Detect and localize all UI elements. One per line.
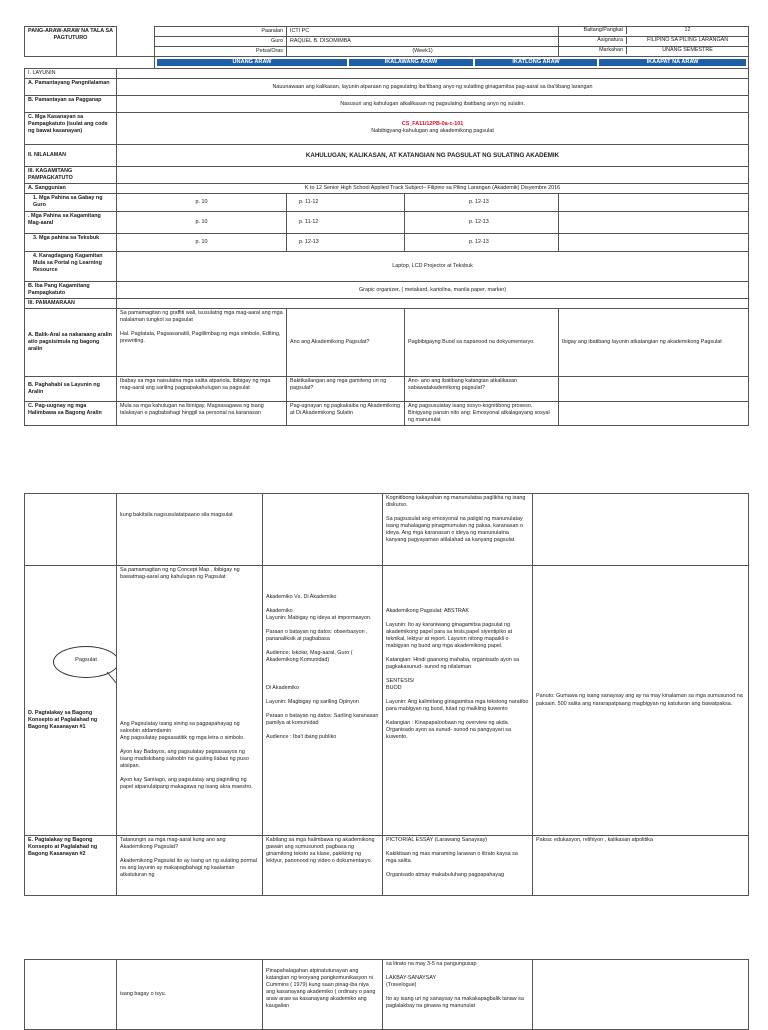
pag-uugnay-day-2: Pag-ugnayan ng pagkakaiba ng Akademikong at Di Akademikong Sulatin xyxy=(287,402,405,426)
p3-day-3: sa litrato na may 3-5 na pangungusap LAKBAY-SANAYSAY (Travelogue) Ito ay isang uri ng sanaysay na makakapagbalik tanaw sa paglalakbay na ginawa ng manunulat xyxy=(383,960,533,1030)
pamamaraan-label: III. PAMAMARAAN xyxy=(25,299,117,309)
cont-day-2 xyxy=(263,494,383,566)
sanggunian: K to 12 Senior High School Applied Track Subject– Filipino sa Piling Larangan (Akademik) Disyembre 2016 xyxy=(117,184,749,194)
pagtalakay1-day-4: Panuto: Gumawa ng isang sanaysay ang ay na may kinalaman sa mga sumusunod na paksain. 500 salita ang nararapatpaang magbigyan ng katuturan ang bawatpaksa. xyxy=(533,566,749,836)
pamantayang-pangnilalaman: Nauunawaan ang kalikasan, layunin atparaan ng pagsulatng iba'tibang anyo ng sulatting ginagamitsa pag-aaral sa iba'tibang larangan xyxy=(117,79,749,96)
pagtalakay1-label: D. Pagtalakay sa Bagong Konsepto at Paglalahad ng Bagong Kasanayan #1 xyxy=(28,709,98,730)
paghahabi-label: B. Paghahabi sa Layunin ng Aralin xyxy=(25,377,117,402)
iba-label: B. Iba Pang Kagamitang Pampagkatuto xyxy=(25,282,117,299)
pagtalakay2-day-2: Kabilang sa mga halimbawa ng akademikong gawain ang sumusunod: pagbasa ng ginamitong teksto sa klase, pakikinig ng lektyur, panonood ng video o dokumentaryo. xyxy=(263,836,383,896)
lesson-plan-table-page-3 xyxy=(24,959,749,1030)
doc-title: PANG-ARAW-ARAW NA TALA SA PAGTUTURO xyxy=(25,27,117,57)
p3-day-1: isang bagay o isyu. xyxy=(117,960,263,1030)
kagamitang-label: III. KAGAMITANG PAMPAGKATUTO xyxy=(25,167,117,184)
paghahabi-day-2: Bakitkailangan ang mga gamiteng uri ng pagsulat? xyxy=(287,377,405,402)
day-3-header: IKATLONG ARAW xyxy=(475,59,597,66)
balik-aral-label: A. Balik-Aral sa nakaraang aralin at/o pagsisimula ng bagong aralin xyxy=(25,309,117,377)
pag-uugnay-day-1: Mula sa mga kahulugan na ibinigay, Magsasagawa ng isang talakayan e pagbabahagi hinggil sa personal na karanasan xyxy=(117,402,287,426)
kagamitang-mag-aaral-day-3: p. 12-13 xyxy=(405,212,559,234)
paaralan-value: ICTI PC xyxy=(287,27,559,37)
teksbuk-day-3: p. 12-13 xyxy=(405,234,559,252)
iba: Grapic organizer, ( metakard, kartolina, manila paper, marker) xyxy=(117,282,749,299)
markahan-value: UNANG SEMESTRE xyxy=(662,47,713,54)
p3-day-4 xyxy=(533,960,749,1030)
balik-aral-day-1: Sa pamamagitan ng graffiti wall, isusulatng mga mag-aaral ang mga nalalaman tungkol sa pagsulat Hal. Pagtatala, Pagsasanatili, Paglilimbag ng mga simbole, Editing, prewriting. xyxy=(117,309,287,377)
kagamitang-mag-aaral-day-2: p. 11-12 xyxy=(287,212,405,234)
portal-label: 4. Karagdagang Kagamitan Mula sa Portal ng Learning Resource xyxy=(25,252,117,282)
balik-aral-day-2: Ano ang Akademikong Pagsulat? xyxy=(287,309,405,377)
pag-uugnay-day-4 xyxy=(559,402,749,426)
balik-aral-day-4: Ibigay ang ibatibang layunin atkatangian ng akademikong Pagsulat xyxy=(559,309,749,377)
day-4-header: IKAAPAT NA ARAW xyxy=(599,59,746,66)
p3-day-2: Pinapahalagahan atpinatutunayan ang katangian ng teoryang pangkomunikasyon ni Cummins ( 1979) kung saan pinag-iba niya ang kasanayang akademiko ( ordinary o pang araw araw sa kasanayang akademiko ang kaugalian xyxy=(263,960,383,1030)
layunin-label: I. LAYUNIN xyxy=(25,69,117,79)
petsa-label: Petsa/Oras xyxy=(155,47,287,57)
pagtalakay2-label: E. Pagtalakay ng Bagong Konsepto at Paglalahad ng Bagong Kasanayan #2 xyxy=(25,836,117,896)
page-2 xyxy=(0,490,768,890)
teksbuk-day-4 xyxy=(559,234,749,252)
lesson-plan-table-page-2 xyxy=(24,493,749,896)
cont-day-4 xyxy=(533,494,749,566)
paghahabi-day-3: Ano- ano ang ibatibang katangian atkalikasan sabawatakademikong pagsulat? xyxy=(405,377,559,402)
cont-day-3: Kognitibong kakayahan ng manunulatsa paglikha ng isang diskurso. Sa pagsusulat ang emosyonal na paligid ng manunulatay isang mahalagang pinagmumulan ng paksa, karanasan o ideya. Ang mga karanasan o ideya ng manunulatna kanyang pagyayaman atilalahad sa kanyang pagsulat xyxy=(383,494,533,566)
markahan-label: Markahan xyxy=(559,47,627,54)
pagtalakay2-day-3: PICTORIAL ESSAY (Larawang Sanaysay) Kakikitaan ng mas maraming larawan o litrato kaysa sa mga salita. Organisado atmay makabuluhang pagpapahayag xyxy=(383,836,533,896)
pamantayan-pagganap: Nasusuri ang kahulugan atkalikasan ng pagsulatng ibatibang anyo ng sulatin. xyxy=(117,96,749,113)
baitang-label: Baitang/Pangkat xyxy=(559,27,627,34)
pagtalakay1-day-1: Sa pamamagitan ng ng Concept Map , ibibigay ng bawatmag-aaral ang kahulugan ng Pagsulat Ang Pagsulatay isang sining sa pagpapahayag ng saloobin atdamdamin Ang pagsulatay pagsasatitik ng mga letra o simbolo. Ayon kay Badayos, ang pagsulatay pagsasaayos ng isang madiskibang saloobin na gusting ilabas ng puso atisipan. Ayon kay Santiago, ang pagsulatay ang paginiling ng papel atpanulatpang makagawa ng isang akra maestro. xyxy=(117,566,263,836)
pamantayang-pangnilalaman-label: A. Pamantayang Pangnilalaman xyxy=(25,79,117,96)
pagtalakay1-day-2: Akademiko Vs. Di Akademiko Akademiko Layunin: Mabigay ng ideya at impormasyon. Paraan o batayan ng datos: obserbasyon , pananaliksik at pagbabasa Audience: Iskolar, Mag-aaral, Guro ( Akademikong Komunidad) Di Akademiko Layunin: Magbigay ng sariling Opinyon Paraan o batayan ng datos: Sariling karanasan pamilya at komunidad Audience : Iba't ibang publiko xyxy=(263,566,383,836)
asignatura-value: FILIPINO SA PILING LARANGAN xyxy=(646,37,729,44)
guro-label: Guro xyxy=(155,37,287,47)
gabay-day-3: p. 12-13 xyxy=(405,194,559,212)
paghahabi-day-4 xyxy=(559,377,749,402)
gabay-day-1: p. 10 xyxy=(117,194,287,212)
paghahabi-day-1: Ibabay sa mga naisulatna mga salita atpariola, ibibigay ng mga mag-aaral ang sariling pagpapakahulugan sa pagsulat xyxy=(117,377,287,402)
lesson-plan-table-page-1 xyxy=(24,26,749,426)
cont-day-1: kung bakitsila nagsusulatatpaano sila magsulat xyxy=(117,494,263,566)
page-3 xyxy=(0,956,768,1024)
kasanayan-label: C. Mga Kasanayan sa Pampagkatuto (isulat ang code ng bawat kasanayan) xyxy=(25,113,117,145)
teksbuk-day-2: p. 12-13 xyxy=(287,234,405,252)
pamantayan-pagganap-label: B. Pamantayan sa Pagganap xyxy=(25,96,117,113)
kagamitang-mag-aaral-label: . Mga Pahina sa Kagamitang Mag-aaral xyxy=(25,212,117,234)
baitang-value: 12 xyxy=(684,27,691,33)
portal: Laptop, LCD Projector at Teksbuk xyxy=(117,252,749,282)
paaralan-label: Paaralan xyxy=(155,27,287,37)
day-2-header: IKALAWANG ARAW xyxy=(349,59,473,66)
cont-label xyxy=(25,494,117,566)
nilalaman: KAHULUGAN, KALIKASAN, AT KATANGIAN NG PAGSULAT NG SULATING AKADEMIK xyxy=(117,145,749,167)
day-1-header: UNANG ARAW xyxy=(157,59,347,66)
gabay-day-2: p. 11-12 xyxy=(287,194,405,212)
pagtalakay2-day-4: Paksa: edukasyon, relihiyon , kalikasan atpolitika xyxy=(533,836,749,896)
gabay-label: 1. Mga Pahina sa Gabay ng Guro xyxy=(25,194,117,212)
gabay-day-4 xyxy=(559,194,749,212)
kagamitang-mag-aaral-day-4 xyxy=(559,212,749,234)
pagtalakay1-day-3: Akademikong Pagsulat: ABSTRAK Layunin: Ito ay karaniwang ginagamitsa pagsulat ng akademikong papel para sa tesis,papel siyentipiko at teknikal, lektyur at report. Layunin nitong mapaikli o mabigyan ng buod ang mga akademikong papel. Katangian: Hindi gaanong mahaba, organisado ayon sa pagkakasunud- sunod ng nilalaman SENTESIS/ BUOD Layunin: Ang kalimitang ginagamitsa mga tekstong naratibo para mabigyan ng buod, tulad ng maikling kuwento Katangian : Kinapapaloobaan ng overview ng akda. Organisado ayon sa sunud- sunod na pangyayari sa kuwento. xyxy=(383,566,533,836)
nilalaman-label: II. NILALAMAN xyxy=(25,145,117,167)
kasanayan-text: Nabibigyang-kahulugan ang akademikong pagsulat xyxy=(371,128,494,135)
bubble-label: Pagsulat xyxy=(75,657,97,663)
p3-label xyxy=(25,960,117,1030)
arrow-icon xyxy=(105,670,117,702)
sanggunian-label: A. Sanggunian xyxy=(25,184,117,194)
pag-uugnay-day-3: Ang pagsusulatay isang sosyo-kognitibong proseso. Binigyang pansin nito ang: Emosyonal atkalagayang sosyal ng manunulat xyxy=(405,402,559,426)
teksbuk-label: 3. Mga pahina sa Teksbuk xyxy=(25,234,117,252)
kagamitang-mag-aaral-day-1: p. 10 xyxy=(117,212,287,234)
pag-uugnay-label: C. Pag-uugnay ng mga Halimbawa sa Bagong Aralin xyxy=(25,402,117,426)
asignatura-label: Asignatura xyxy=(559,37,627,44)
kasanayan-code: CS_FA11/12PB-0a-c-101 xyxy=(401,121,464,128)
balik-aral-day-3: Pagbibigayng Buod sa napanood na dokyumentaryo. xyxy=(405,309,559,377)
teksbuk-day-1: p. 10 xyxy=(117,234,287,252)
page-1 xyxy=(0,0,768,440)
petsa-value: (Week1) xyxy=(287,47,559,57)
pagtalakay2-day-1: Tatanungin sa mga mag-aaral kung ano ang Akademikong Pagsulat? Akademikong Pagsulat ito ay isang uri ng sulating pormal na ang layunin ay makapagbahagi ng kaalaman atkatuturan ng xyxy=(117,836,263,896)
guro-value: RAQUEL B. DISOMIMBA xyxy=(287,37,559,47)
